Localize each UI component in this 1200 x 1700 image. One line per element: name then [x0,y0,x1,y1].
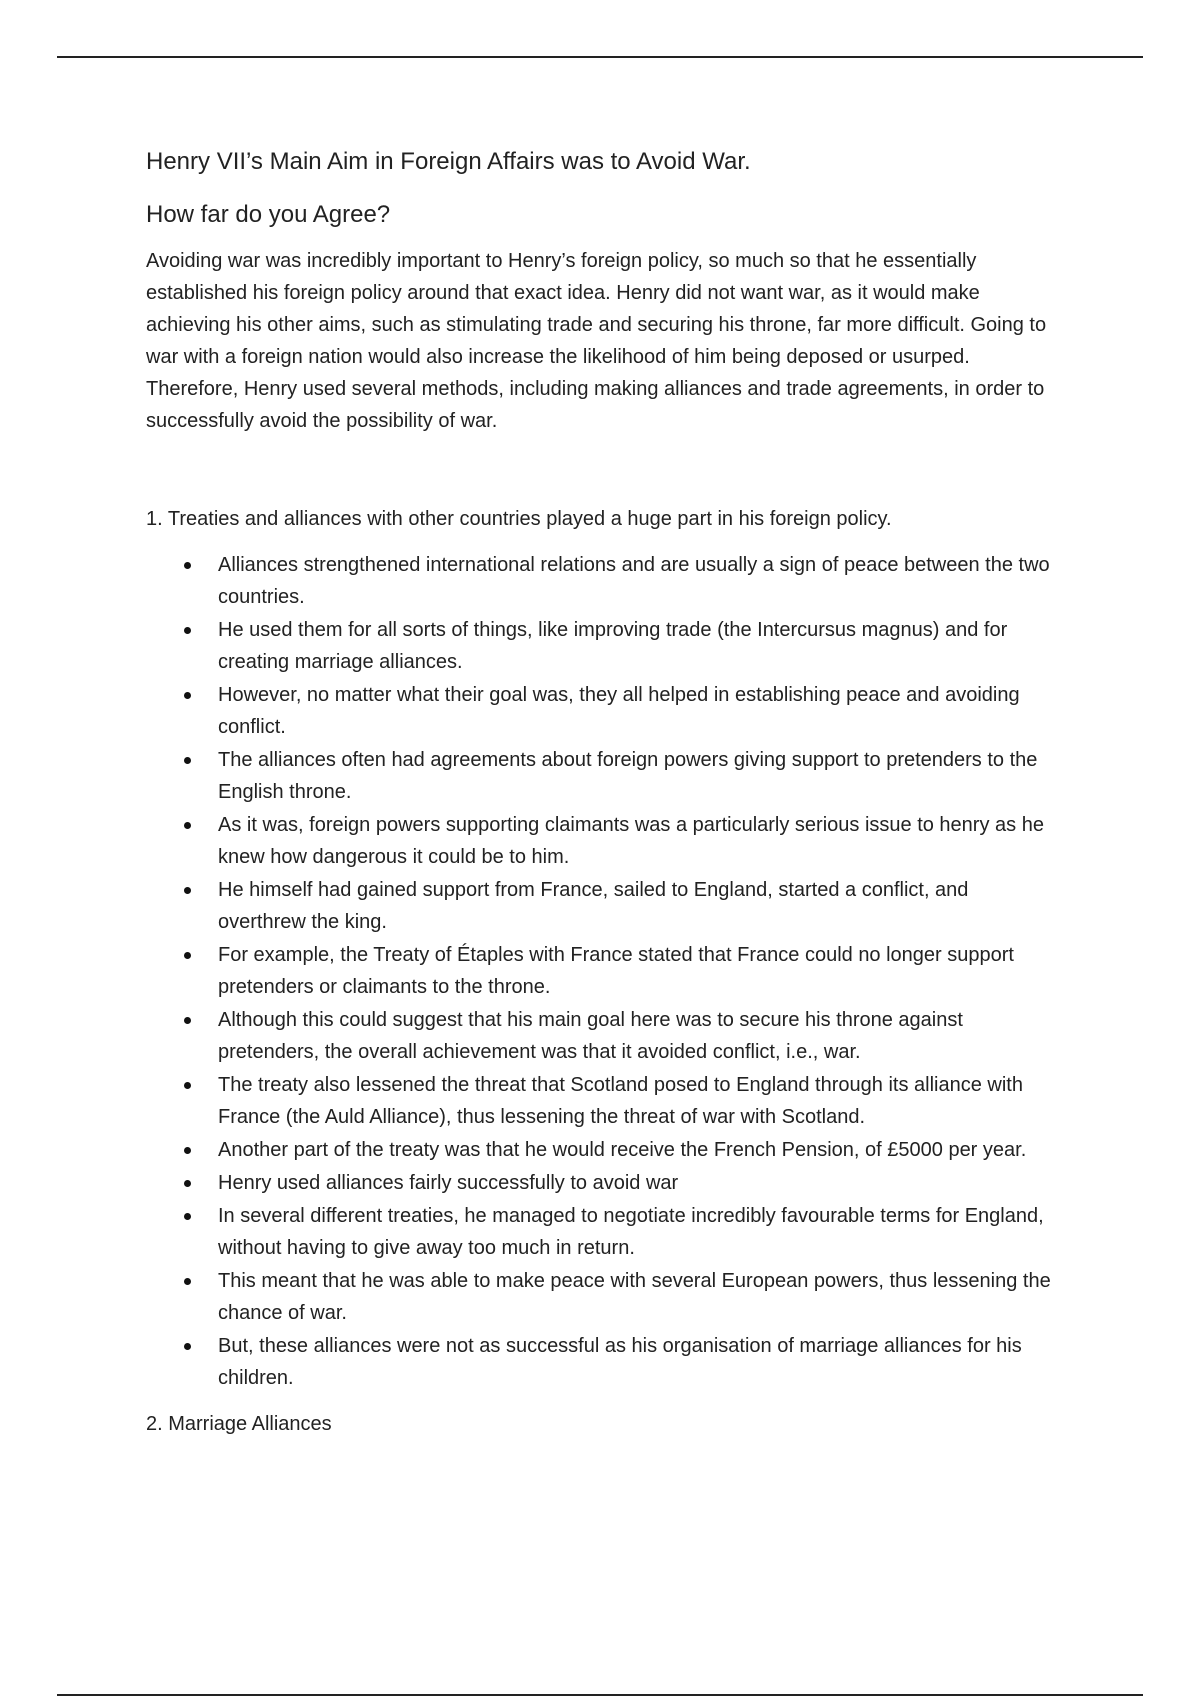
list-item [146,809,1056,873]
bullet-icon [184,562,191,569]
list-item-text: However, no matter what their goal was, they all helped in establishing peace and avoiding conflict. [218,684,1020,738]
section-1-heading: 1. Treaties and alliances with other countries played a huge part in his foreign policy. [146,508,892,530]
list-item-text: He used them for all sorts of things, like improving trade (the Intercursus magnus) and for creating marriage alliances. [218,619,1008,673]
bullet-icon [184,1213,191,1220]
bullet-icon [184,1180,191,1187]
list-item-text: As it was, foreign powers supporting claimants was a particularly serious issue to henry as he knew how dangerous it could be to him. [218,814,1044,868]
bullet-icon [184,692,191,699]
list-item-text: Henry used alliances fairly successfully to avoid war [218,1172,679,1194]
list-item [146,1167,1056,1199]
document-subtitle: How far do you Agree? [146,201,391,228]
list-item [146,1330,1056,1394]
list-item-text: For example, the Treaty of Étaples with France stated that France could no longer support pretenders or claimants to the throne. [218,944,1014,998]
list-item-text: He himself had gained support from France, sailed to England, started a conflict, and overthrew the king. [218,879,969,933]
list-item-text: This meant that he was able to make peace with several European powers, thus lessening the chance of war. [218,1270,1051,1324]
intro-paragraph: Avoiding war was incredibly important to Henry’s foreign policy, so much so that he essentially established his foreign policy around that exact idea. Henry did not want war, as it would make achieving his other aims, such as stimulating trade and securing his throne, far more difficult. Going to war with a foreign nation would also increase the likelihood of him being deposed or usurped. Therefore, Henry used several methods, including making alliances and trade agreements, in order to successfully avoid the possibility of war. [146,250,1047,432]
list-item-text: Although this could suggest that his main goal here was to secure his throne against pretenders, the overall achievement was that it avoided conflict, i.e., war. [218,1009,963,1063]
list-item [146,744,1056,808]
bullet-icon [184,1278,191,1285]
bullet-icon [184,1017,191,1024]
list-item [146,939,1056,1003]
list-item-text: But, these alliances were not as successful as his organisation of marriage alliances for his children. [218,1335,1022,1389]
bullet-icon [184,627,191,634]
list-item [146,1069,1056,1133]
bullet-icon [184,887,191,894]
list-item [146,614,1056,678]
list-item [146,1134,1056,1166]
list-item [146,549,1056,613]
bullet-icon [184,757,191,764]
section-1-bullet-list [146,549,1056,1394]
list-item-text: Another part of the treaty was that he would receive the French Pension, of £5000 per year. [218,1139,1027,1161]
header-rule [57,56,1143,58]
section-2-heading: 2. Marriage Alliances [146,1413,332,1435]
list-item-text: The treaty also lessened the threat that Scotland posed to England through its alliance with France (the Auld Alliance), thus lessening the threat of war with Scotland. [218,1074,1023,1128]
list-item [146,874,1056,938]
list-item [146,679,1056,743]
bullet-icon [184,1082,191,1089]
bullet-icon [184,1147,191,1154]
list-item [146,1004,1056,1068]
footer-rule [57,1694,1143,1696]
bullet-icon [184,1343,191,1350]
list-item [146,1265,1056,1329]
list-item-text: The alliances often had agreements about foreign powers giving support to pretenders to the English throne. [218,749,1038,803]
document-body [146,142,1056,1440]
list-item-text: Alliances strengthened international relations and are usually a sign of peace between the two countries. [218,554,1050,608]
list-item [146,1200,1056,1264]
document-title: Henry VII’s Main Aim in Foreign Affairs was to Avoid War. [146,148,751,175]
bullet-icon [184,822,191,829]
list-item-text: In several different treaties, he managed to negotiate incredibly favourable terms for England, without having to give away too much in return. [218,1205,1044,1259]
bullet-icon [184,952,191,959]
